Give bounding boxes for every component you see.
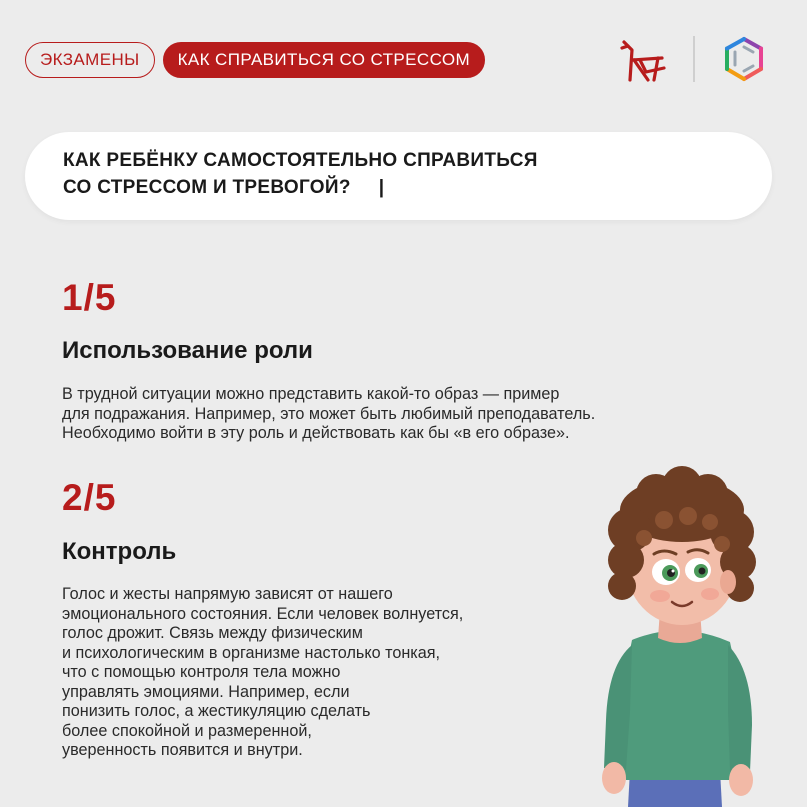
boy-illustration	[560, 450, 800, 807]
step-2-line: что с помощью контроля тела можно	[62, 663, 341, 681]
step-2-line: понизить голос, а жестикуляцию сделать	[62, 702, 371, 720]
text-cursor: |	[378, 177, 385, 198]
step-2-line: Голос и жесты напрямую зависят от нашего	[62, 585, 393, 603]
step-2-title: Контроль	[62, 538, 177, 565]
question-line-2-text: СО СТРЕССОМ И ТРЕВОГОЙ?	[63, 177, 351, 198]
question-line-2	[63, 174, 663, 201]
step-1-number: 1/5	[62, 277, 117, 318]
step-2-number: 2/5	[62, 477, 117, 518]
step-2-body	[62, 585, 463, 761]
step-1-line: Необходимо войти в эту роль и действовать как бы «в его образе».	[62, 424, 570, 442]
step-2-line: эмоционального состояния. Если человек волнуется,	[62, 604, 464, 623]
tag-group	[25, 42, 485, 78]
hexagon-logo-icon	[722, 36, 766, 82]
question-line-1: КАК РЕБЁНКУ САМОСТОЯТЕЛЬНО СПРАВИТЬСЯ	[63, 150, 538, 171]
tag-category[interactable]: ЭКЗАМЕНЫ	[25, 42, 155, 78]
chair-logo-icon	[618, 38, 670, 84]
step-2-line: более спокойной и размеренной,	[62, 721, 312, 740]
step-1-line: В трудной ситуации можно представить какой-то образ — пример	[62, 385, 560, 403]
step-1-line: для подражания. Например, это может быть любимый преподаватель.	[62, 404, 596, 423]
step-1-title: Использование роли	[62, 337, 313, 364]
step-2-line: уверенность появится и внутри.	[62, 741, 303, 759]
step-2-line: голос дрожит. Связь между физическим	[62, 624, 363, 642]
step-2-line: управлять эмоциями. Например, если	[62, 682, 350, 701]
question-heading	[63, 147, 663, 201]
step-1-body	[62, 385, 595, 444]
tag-topic[interactable]: КАК СПРАВИТЬСЯ СО СТРЕССОМ	[163, 42, 486, 78]
step-2-line: и психологическим в организме настолько тонкая,	[62, 643, 440, 662]
logo-divider	[693, 36, 695, 82]
